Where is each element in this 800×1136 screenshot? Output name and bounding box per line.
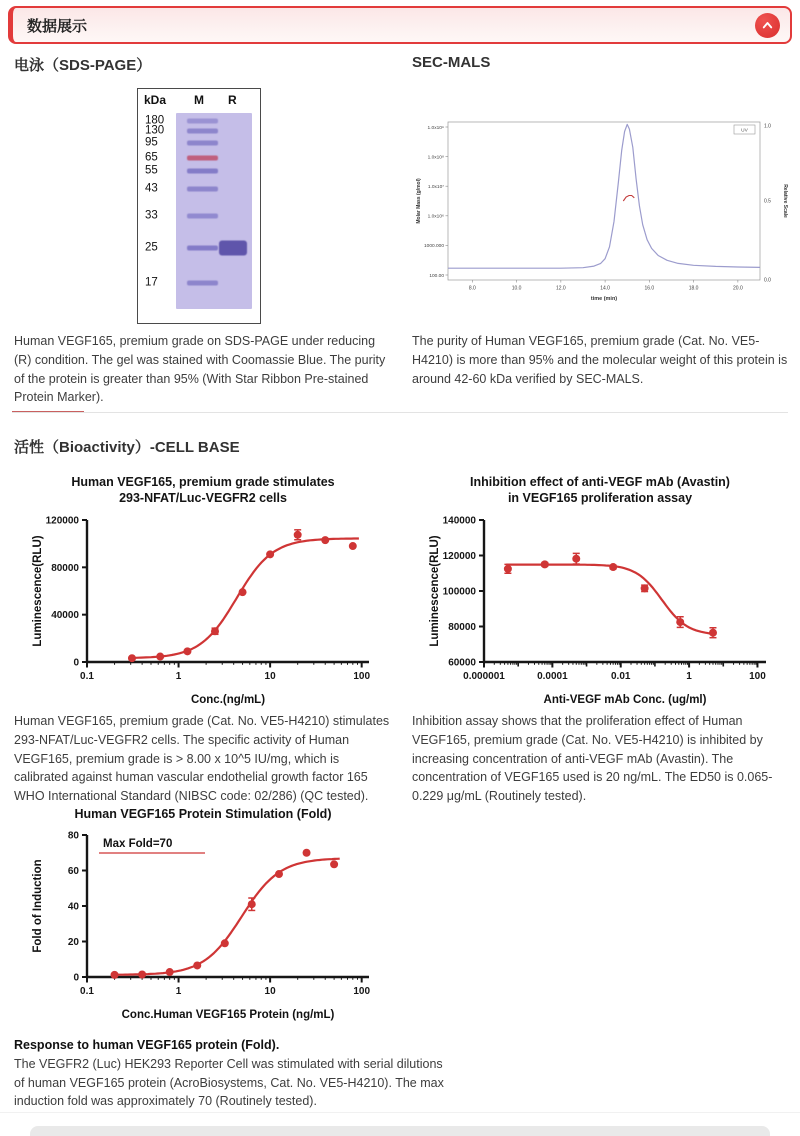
chevron-up-icon xyxy=(760,18,775,33)
fold-induction-chart xyxy=(23,825,383,1023)
svg-text:80000: 80000 xyxy=(51,562,79,574)
svg-text:Anti-VEGF mAb Conc. (ug/ml): Anti-VEGF mAb Conc. (ug/ml) xyxy=(543,693,707,706)
sds-page-heading: 电泳（SDS-PAGE） xyxy=(14,57,152,74)
page-title: 数据展示 xyxy=(27,17,88,35)
sec-mals-chart xyxy=(410,110,790,310)
inhibition-caption: Inhibition assay shows that the proliferation effect of Human VEGF165, premium grade (Cat. No. VE5-H4210) is inhibited by increasing concentration of anti-VEGF mAb (Avastin). The concentration of VEGF165 used is 20 ng/mL. The ED50 is 0.065-0.229 μg/mL (Routinely tested). xyxy=(412,714,773,803)
gel-marker-band-65 xyxy=(187,156,217,161)
section-divider xyxy=(12,411,788,414)
svg-text:0: 0 xyxy=(73,972,79,984)
inhibition-dose-response-chart xyxy=(420,510,780,708)
collapse-section-button[interactable] xyxy=(755,13,780,38)
svg-text:1.0: 1.0 xyxy=(764,123,771,130)
gel-marker-label-95: 95 xyxy=(145,135,158,148)
svg-text:1: 1 xyxy=(686,670,692,682)
svg-text:40: 40 xyxy=(67,901,79,913)
svg-text:Luminescence(RLU): Luminescence(RLU) xyxy=(32,534,44,647)
svg-text:0.000001: 0.000001 xyxy=(463,670,505,682)
svg-text:100: 100 xyxy=(749,670,766,682)
svg-text:10: 10 xyxy=(264,986,276,998)
inhibition-chart-title-line2: in VEGF165 proliferation assay xyxy=(507,491,693,506)
stimulation-caption: Human VEGF165, premium grade (Cat. No. VE5-H4210) stimulates 293-NFAT/Luc-VEGFR2 cells. The specific activity of Human VEGF165, premium grade is > 8.00 x 10^5 IU/mg, which is calibrated against human vascular endothelial growth factor 165 WHO International Standard (NIBSC code: 02/286) (QC tested). xyxy=(14,714,390,803)
gel-marker-label-17: 17 xyxy=(145,276,158,289)
svg-text:1.0x10⁹: 1.0x10⁹ xyxy=(427,125,444,131)
section-header-bar xyxy=(8,6,792,44)
stimulation-dose-response-chart xyxy=(23,510,383,708)
svg-text:40000: 40000 xyxy=(51,609,79,621)
gel-marker-weight-labels xyxy=(138,113,176,309)
gel-marker-band-95 xyxy=(187,140,217,145)
svg-text:Luminescence(RLU): Luminescence(RLU) xyxy=(429,534,441,647)
svg-text:20: 20 xyxy=(67,937,79,949)
gel-header-row xyxy=(138,89,260,113)
gel-marker-band-43 xyxy=(187,186,217,191)
gel-lane-reduced-label: R xyxy=(228,93,237,107)
svg-text:10.0: 10.0 xyxy=(511,285,522,292)
svg-text:Conc.Human VEGF165 Protein (ng: Conc.Human VEGF165 Protein (ng/mL) xyxy=(121,1009,335,1022)
fold-chart-block xyxy=(14,806,392,1023)
svg-text:0.0: 0.0 xyxy=(764,277,771,284)
svg-text:1: 1 xyxy=(175,986,182,998)
svg-text:16.0: 16.0 xyxy=(644,285,655,292)
sec-mals-caption: The purity of Human VEGF165, premium grade (Cat. No. VE5-H4210) is more than 95% and the molecular weight of this protein is around 42-60 kDa verified by SEC-MALS. xyxy=(412,334,788,386)
bioactivity-heading: 活性（Bioactivity）-CELL BASE xyxy=(14,439,240,456)
stimulation-chart-title-line1: Human VEGF165, premium grade stimulates xyxy=(71,475,335,489)
svg-text:Molar Mass (g/mol): Molar Mass (g/mol) xyxy=(416,178,422,224)
gel-marker-band-180 xyxy=(187,119,217,124)
svg-text:14.0: 14.0 xyxy=(600,285,610,292)
svg-text:0: 0 xyxy=(73,657,79,668)
fold-chart-title: Human VEGF165 Protein Stimulation (Fold) xyxy=(74,807,332,821)
svg-text:12.0: 12.0 xyxy=(555,285,566,292)
svg-text:1000.000: 1000.000 xyxy=(423,244,444,250)
gel-marker-band-33 xyxy=(187,213,217,218)
svg-text:UV: UV xyxy=(741,128,748,134)
gel-marker-label-55: 55 xyxy=(145,164,158,177)
svg-text:80000: 80000 xyxy=(448,621,476,633)
stimulation-chart-block xyxy=(14,474,392,708)
svg-text:time (min): time (min) xyxy=(590,296,618,302)
bottom-divider-line xyxy=(0,1112,800,1113)
svg-text:1.0x10⁶: 1.0x10⁶ xyxy=(427,214,444,220)
svg-text:Conc.(ng/mL): Conc.(ng/mL) xyxy=(190,693,266,706)
svg-text:1.0x10⁸: 1.0x10⁸ xyxy=(427,155,444,161)
svg-text:0.1: 0.1 xyxy=(80,670,94,682)
svg-text:18.0: 18.0 xyxy=(688,285,699,292)
stimulation-chart-title-line2: 293-NFAT/Luc-VEGFR2 cells xyxy=(119,491,287,506)
gel-marker-band-17 xyxy=(187,281,217,286)
svg-text:120000: 120000 xyxy=(442,550,476,562)
svg-text:100.00: 100.00 xyxy=(429,273,444,279)
next-section-bar xyxy=(30,1126,770,1136)
svg-text:100: 100 xyxy=(353,986,371,998)
inhibition-chart-title-line1: Inhibition effect of anti-VEGF mAb (Avastin) xyxy=(470,475,730,489)
svg-text:100000: 100000 xyxy=(442,586,476,597)
svg-text:Fold of Induction: Fold of Induction xyxy=(32,859,44,953)
svg-text:0.5: 0.5 xyxy=(764,198,771,205)
fold-footer-text: The VEGFR2 (Luc) HEK293 Reporter Cell was stimulated with serial dilutions of human VEGF165 protein (AcroBiosystems, Cat. No. VE5-H4210). The max induction fold was approximately 70 (Routinely tested). xyxy=(14,1056,444,1109)
svg-text:80: 80 xyxy=(67,830,79,842)
svg-text:0.1: 0.1 xyxy=(80,986,94,998)
svg-text:60000: 60000 xyxy=(448,657,476,668)
svg-text:120000: 120000 xyxy=(45,515,79,526)
fold-footer-block xyxy=(14,1036,446,1111)
svg-text:20.0: 20.0 xyxy=(733,285,743,292)
fold-footer-title: Response to human VEGF165 protein (Fold). xyxy=(14,1038,280,1052)
sds-page-gel-figure xyxy=(137,88,261,324)
svg-text:10: 10 xyxy=(264,670,276,682)
gel-strip xyxy=(176,113,252,309)
svg-text:0.0001: 0.0001 xyxy=(537,670,568,682)
gel-sample-band xyxy=(219,241,248,256)
gel-marker-band-130 xyxy=(187,129,217,134)
gel-marker-label-180: 180 xyxy=(145,114,165,127)
gel-marker-label-43: 43 xyxy=(145,182,158,195)
gel-lane-marker-label: M xyxy=(194,93,204,107)
gel-marker-band-25 xyxy=(187,246,217,251)
svg-text:Max Fold=70: Max Fold=70 xyxy=(103,838,173,851)
sds-page-caption: Human VEGF165, premium grade on SDS-PAGE under reducing (R) condition. The gel was stained with Coomassie Blue. The purity of the protein is greater than 95% (With Star Ribbon Pre-stained Protein Marker). xyxy=(14,334,386,405)
divider-gray-line xyxy=(12,412,788,413)
gel-kda-unit-label: kDa xyxy=(144,93,167,107)
svg-text:8.0: 8.0 xyxy=(468,285,476,292)
sec-mals-heading: SEC-MALS xyxy=(412,54,491,71)
svg-text:60: 60 xyxy=(67,866,79,878)
svg-text:1.0x10⁷: 1.0x10⁷ xyxy=(427,185,444,190)
svg-text:1: 1 xyxy=(175,670,182,682)
gel-marker-band-55 xyxy=(187,169,217,174)
gel-marker-label-25: 25 xyxy=(145,241,158,254)
svg-text:0.01: 0.01 xyxy=(610,670,631,682)
gel-body xyxy=(138,113,260,323)
svg-text:Relative Scale: Relative Scale xyxy=(782,184,788,218)
gel-marker-label-33: 33 xyxy=(145,208,158,221)
gel-marker-label-130: 130 xyxy=(145,124,165,137)
svg-text:140000: 140000 xyxy=(442,515,476,526)
inhibition-chart-block xyxy=(410,474,790,708)
svg-text:100: 100 xyxy=(353,670,371,682)
gel-marker-label-65: 65 xyxy=(145,151,158,164)
